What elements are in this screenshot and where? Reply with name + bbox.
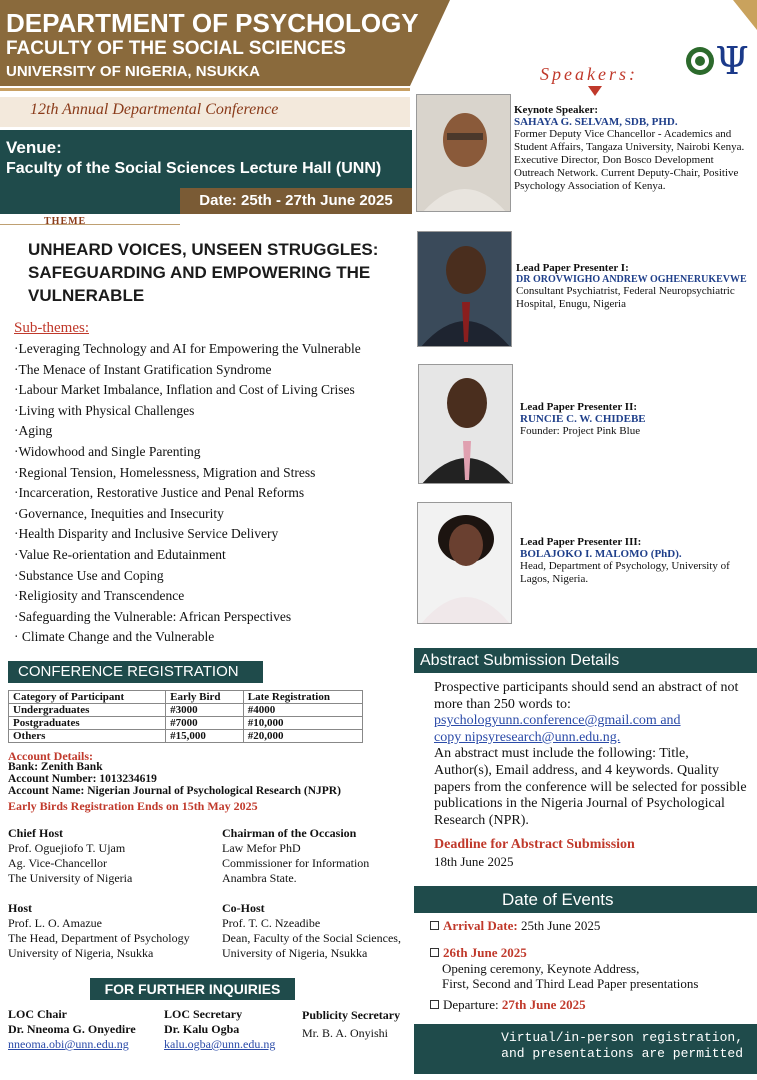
list-item: ·The Menace of Instant Gratification Syndrome bbox=[14, 361, 272, 377]
speaker-role: Lead Paper Presenter III: bbox=[520, 536, 642, 548]
official-line: University of Nigeria, Nsukka bbox=[222, 946, 368, 960]
speaker-name: BOLAJOKO I. MALOMO (PhD). bbox=[520, 548, 682, 560]
role-label: Co-Host bbox=[222, 901, 265, 915]
event-date: 25th June 2025 bbox=[520, 918, 601, 933]
list-item: · Climate Change and the Vulnerable bbox=[14, 629, 215, 645]
checkbox-icon bbox=[430, 921, 439, 930]
university-title: UNIVERSITY OF NIGERIA, NSUKKA bbox=[6, 63, 260, 80]
speaker-role: Lead Paper Presenter II: bbox=[520, 401, 638, 413]
role-label: Publicity Secretary bbox=[302, 1008, 401, 1022]
table-row bbox=[9, 717, 363, 730]
list-item: ·Governance, Inequities and Insecurity bbox=[14, 505, 224, 521]
table-row bbox=[9, 704, 363, 717]
publicity-block bbox=[302, 1008, 400, 1041]
lead1-info bbox=[516, 262, 752, 311]
speaker-description: Former Deputy Vice Chancellor - Academics and Student Affairs, Tangaza University, Nairobi Kenya. Executive Director, Don Bosco Development Outreach Network. Current Deputy-Chair, Positive Psychology Association of Kenya. bbox=[514, 128, 745, 192]
list-item: ·Religiosity and Transcendence bbox=[14, 588, 185, 604]
speaker-role: Lead Paper Presenter I: bbox=[516, 262, 629, 274]
co-host-block bbox=[222, 901, 401, 961]
official-line: Commissioner for Information bbox=[222, 856, 370, 870]
chairman-block bbox=[222, 826, 369, 886]
registration-header: CONFERENCE REGISTRATION bbox=[8, 661, 263, 683]
table-cell: Others bbox=[9, 730, 166, 743]
abstract-header: Abstract Submission Details bbox=[414, 648, 757, 673]
theme-tag: THEME bbox=[44, 216, 87, 227]
theme-divider bbox=[0, 224, 180, 225]
table-header: Late Registration bbox=[243, 691, 362, 704]
events-header: Date of Events bbox=[414, 886, 757, 913]
bank-name: Bank: Zenith Bank bbox=[8, 761, 103, 773]
venue-label: Venue: bbox=[6, 138, 62, 157]
inquiries-header: FOR FURTHER INQUIRIES bbox=[90, 978, 295, 1000]
table-cell: #10,000 bbox=[243, 717, 362, 730]
list-item: ·Substance Use and Coping bbox=[14, 567, 164, 583]
loc-chair-block bbox=[8, 1007, 136, 1052]
email-link[interactable]: kalu.ogba@unn.edu.ng bbox=[164, 1037, 276, 1051]
official-line: Ag. Vice-Chancellor bbox=[8, 856, 108, 870]
event-day2 bbox=[430, 945, 698, 991]
lead1-photo bbox=[417, 231, 512, 347]
person-icon bbox=[417, 95, 511, 212]
official-line: Anambra State. bbox=[222, 871, 297, 885]
list-item: ·Leveraging Technology and AI for Empowering the Vulnerable bbox=[14, 341, 361, 356]
conference-title: 12th Annual Departmental Conference bbox=[30, 101, 279, 118]
account-number: Account Number: 1013234619 bbox=[8, 773, 157, 785]
keynote-info bbox=[514, 104, 750, 193]
official-line: Law Mefor PhD bbox=[222, 841, 301, 855]
event-description: Opening ceremony, Keynote Address, bbox=[442, 961, 640, 976]
theme-title: UNHEARD VOICES, UNSEEN STRUGGLES: SAFEGUARDING AND EMPOWERING THE VULNERABLE bbox=[28, 240, 379, 305]
event-departure bbox=[430, 997, 586, 1013]
loc-secretary-block bbox=[164, 1007, 275, 1052]
faculty-title: FACULTY OF THE SOCIAL SCIENCES bbox=[6, 38, 346, 59]
speaker-name: DR OROVWIGHO ANDREW OGHENERUKEVWE bbox=[516, 274, 747, 285]
speaker-name: SAHAYA G. SELVAM, SDB, PHD. bbox=[514, 116, 678, 128]
venue-text: Faculty of the Social Sciences Lecture Hall (UNN) bbox=[6, 160, 382, 177]
lead3-info bbox=[520, 536, 750, 586]
lead2-photo bbox=[418, 364, 513, 484]
abstract-paragraph: Prospective participants should send an abstract of not more than 250 words to: bbox=[434, 680, 739, 712]
checkbox-icon bbox=[430, 1000, 439, 1009]
list-item: ·Labour Market Imbalance, Inflation and Cost of Living Crises bbox=[14, 382, 355, 398]
table-cell: Postgraduates bbox=[9, 717, 166, 730]
header-accent-line bbox=[0, 88, 410, 91]
role-label: Chairman of the Occasion bbox=[222, 826, 357, 840]
abstract-body bbox=[434, 680, 749, 829]
deadline-label: Deadline for Abstract Submission bbox=[434, 837, 635, 852]
official-line: Dean, Faculty of the Social Sciences, bbox=[222, 931, 401, 945]
list-item: ·Incarceration, Restorative Justice and Penal Reforms bbox=[14, 485, 305, 501]
subthemes-header: Sub-themes: bbox=[14, 320, 89, 336]
list-item: ·Health Disparity and Inclusive Service Delivery bbox=[14, 526, 279, 542]
list-item: ·Widowhood and Single Parenting bbox=[14, 443, 201, 459]
event-label: 26th June 2025 bbox=[443, 945, 527, 960]
table-cell: #7000 bbox=[166, 717, 244, 730]
table-cell: #15,000 bbox=[166, 730, 244, 743]
person-icon bbox=[419, 365, 513, 484]
list-item: ·Safeguarding the Vulnerable: African Perspectives bbox=[14, 608, 292, 624]
role-label: LOC Chair bbox=[8, 1007, 68, 1021]
contact-name: Mr. B. A. Onyishi bbox=[302, 1026, 389, 1040]
speaker-description: Consultant Psychiatrist, Federal Neuropsychiatric Hospital, Enugu, Nigeria bbox=[516, 285, 735, 310]
email-link[interactable]: copy nipsyresearch@unn.edu.ng. bbox=[434, 729, 621, 745]
subthemes-list bbox=[14, 341, 414, 650]
early-bird-deadline: Early Birds Registration Ends on 15th May 2025 bbox=[8, 799, 258, 813]
corner-decoration bbox=[733, 0, 757, 30]
department-title: DEPARTMENT OF PSYCHOLOGY bbox=[6, 8, 419, 38]
list-item: ·Living with Physical Challenges bbox=[14, 402, 195, 418]
deadline-date: 18th June 2025 bbox=[434, 854, 514, 869]
lead2-info bbox=[520, 401, 750, 438]
list-item: ·Aging bbox=[14, 423, 53, 439]
table-cell: #3000 bbox=[166, 704, 244, 717]
table-header: Early Bird bbox=[166, 691, 244, 704]
contact-name: Dr. Kalu Ogba bbox=[164, 1022, 240, 1036]
role-label: Chief Host bbox=[8, 826, 63, 840]
speakers-pointer-icon bbox=[588, 86, 602, 96]
official-line: The Head, Department of Psychology bbox=[8, 931, 190, 945]
contact-name: Dr. Nneoma G. Onyedire bbox=[8, 1022, 136, 1036]
table-cell: Undergraduates bbox=[9, 704, 166, 717]
footer-line: Virtual/in-person registration, bbox=[501, 1030, 743, 1045]
footer-banner bbox=[414, 1024, 757, 1074]
person-icon bbox=[418, 232, 512, 347]
table-header-row bbox=[9, 691, 363, 704]
registration-table bbox=[8, 690, 363, 743]
event-label: Departure: bbox=[443, 997, 499, 1012]
speaker-description: Founder: Project Pink Blue bbox=[520, 425, 641, 437]
account-name: Account Name: Nigerian Journal of Psychological Research (NJPR) bbox=[8, 785, 341, 797]
event-label: Arrival Date: bbox=[443, 918, 518, 933]
lead3-photo bbox=[417, 502, 512, 624]
official-line: Prof. Oguejiofo T. Ujam bbox=[8, 841, 126, 855]
event-arrival bbox=[430, 918, 600, 934]
footer-line: and presentations are permitted bbox=[501, 1046, 743, 1061]
email-link[interactable]: psychologyunn.conference@gmail.com and bbox=[434, 713, 681, 729]
email-link[interactable]: nneoma.obi@unn.edu.ng bbox=[8, 1037, 129, 1051]
event-date: 27th June 2025 bbox=[501, 997, 586, 1012]
event-description: First, Second and Third Lead Paper presentations bbox=[442, 976, 699, 991]
list-item: ·Value Re-orientation and Edutainment bbox=[14, 546, 226, 562]
person-icon bbox=[418, 503, 512, 624]
host-block bbox=[8, 901, 190, 961]
speaker-role: Keynote Speaker: bbox=[514, 104, 599, 116]
svg-text:Ψ: Ψ bbox=[715, 40, 749, 82]
chief-host-block bbox=[8, 826, 132, 886]
speaker-name: RUNCIE C. W. CHIDEBE bbox=[520, 413, 646, 425]
official-line: Prof. L. O. Amazue bbox=[8, 916, 102, 930]
role-label: Host bbox=[8, 901, 32, 915]
psychology-logo-icon bbox=[684, 40, 750, 82]
conference-date: Date: 25th - 27th June 2025 bbox=[180, 188, 412, 214]
official-line: University of Nigeria, Nsukka bbox=[8, 946, 154, 960]
official-line: Prof. T. C. Nzeadibe bbox=[222, 916, 321, 930]
table-cell: #4000 bbox=[243, 704, 362, 717]
abstract-paragraph: An abstract must include the following: Title, Author(s), Email address, and 4 keywords. Quality papers from the conference will be selected for possible publications in the Nigeria Journal of Psychological Research (NPR). bbox=[434, 746, 747, 828]
speakers-label: Speakers: bbox=[540, 64, 638, 84]
keynote-photo bbox=[416, 94, 511, 212]
table-cell: #20,000 bbox=[243, 730, 362, 743]
official-line: The University of Nigeria bbox=[8, 871, 133, 885]
role-label: LOC Secretary bbox=[164, 1007, 243, 1021]
checkbox-icon bbox=[430, 948, 439, 957]
table-header: Category of Participant bbox=[9, 691, 166, 704]
account-details-header: Account Details: bbox=[8, 749, 93, 763]
table-row bbox=[9, 730, 363, 743]
speaker-description: Head, Department of Psychology, University of Lagos, Nigeria. bbox=[520, 560, 730, 585]
list-item: ·Regional Tension, Homelessness, Migration and Stress bbox=[14, 464, 316, 480]
